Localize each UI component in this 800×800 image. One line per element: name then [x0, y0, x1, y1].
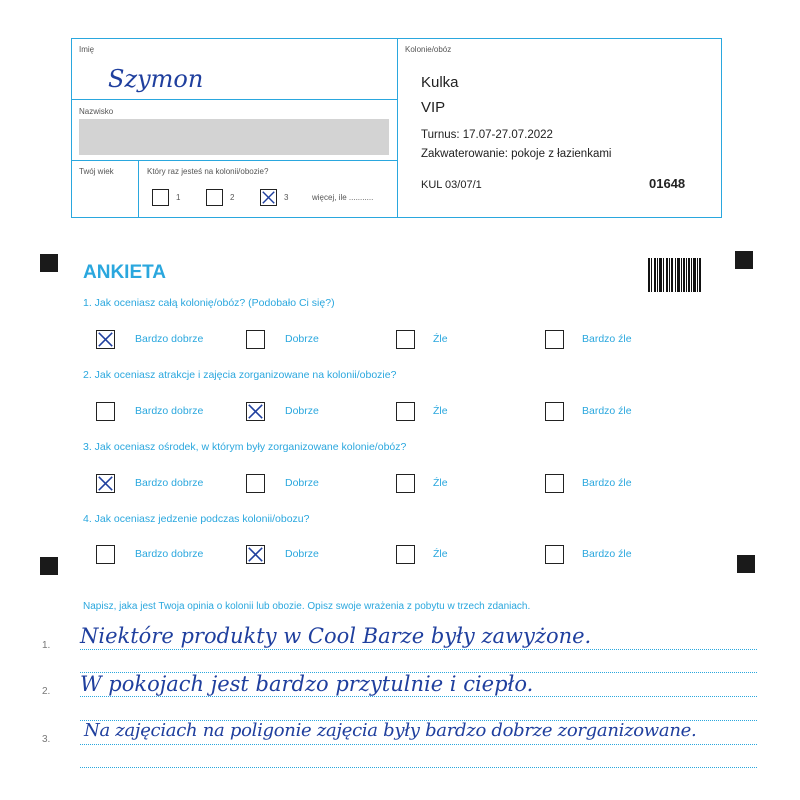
ktory-raz-label: Który raz jesteś na kolonii/obozie? — [147, 167, 269, 176]
header-divider — [397, 39, 398, 217]
header-box — [71, 38, 722, 218]
rating-checkbox[interactable] — [246, 545, 265, 564]
checkbox-visit-3[interactable] — [260, 189, 277, 206]
rating-checkbox[interactable] — [396, 330, 415, 349]
opinion-line-1: Niektóre produkty w Cool Barze były zawyżone. — [80, 624, 592, 648]
visit-option-label: 1 — [176, 193, 181, 202]
row-divider — [72, 99, 397, 100]
check-mark-icon — [261, 190, 276, 205]
survey-title: ANKIETA — [83, 262, 167, 283]
rating-option-label: Źle — [433, 477, 448, 489]
barcode-icon — [648, 258, 702, 292]
rating-checkbox[interactable] — [246, 402, 265, 421]
rating-option-label: Bardzo źle — [582, 477, 632, 489]
rating-checkbox[interactable] — [545, 330, 564, 349]
question-text: 4. Jak oceniasz jedzenie podczas kolonii/obozu? — [83, 513, 310, 525]
rating-option-label: Bardzo dobrze — [135, 477, 204, 489]
rating-checkbox[interactable] — [246, 330, 265, 349]
camp-code: KUL 03/07/1 — [421, 179, 482, 191]
rating-checkbox[interactable] — [246, 474, 265, 493]
line-number: 2. — [42, 686, 51, 697]
redacted-surname — [79, 119, 389, 155]
rating-option-label: Bardzo dobrze — [135, 405, 204, 417]
registration-marker — [735, 251, 753, 269]
rating-option-label: Bardzo dobrze — [135, 548, 204, 560]
rating-option-label: Dobrze — [285, 333, 319, 345]
imie-value: Szymon — [108, 65, 204, 93]
rating-checkbox[interactable] — [96, 474, 115, 493]
rating-option-label: Źle — [433, 405, 448, 417]
line-number: 3. — [42, 734, 51, 745]
rating-option-label: Dobrze — [285, 548, 319, 560]
kolonie-label: Kolonie/obóz — [405, 45, 452, 54]
checkbox-visit-1[interactable] — [152, 189, 169, 206]
question-text: 1. Jak oceniasz całą kolonię/obóz? (Podobało Ci się?) — [83, 297, 335, 309]
rating-option-label: Źle — [433, 333, 448, 345]
check-mark-icon — [247, 546, 264, 563]
check-mark-icon — [247, 403, 264, 420]
rating-option-label: Bardzo źle — [582, 548, 632, 560]
camp-name: Kulka — [421, 74, 459, 91]
line-number: 1. — [42, 640, 51, 651]
writing-line — [80, 696, 757, 697]
rating-option-label: Dobrze — [285, 477, 319, 489]
rating-option-label: Bardzo dobrze — [135, 333, 204, 345]
wiek-label: Twój wiek — [79, 167, 114, 176]
check-mark-icon — [97, 331, 114, 348]
registration-marker — [40, 254, 58, 272]
zakwaterowanie: Zakwaterowanie: pokoje z łazienkami — [421, 148, 612, 160]
wiecej-label: więcej, ile ........... — [312, 193, 374, 202]
opinion-prompt: Napisz, jaka jest Twoja opinia o kolonii lub obozie. Opisz swoje wrażenia z pobytu w trzech zdaniach. — [83, 601, 531, 612]
checkbox-visit-2[interactable] — [206, 189, 223, 206]
row-divider — [72, 160, 397, 161]
rating-option-label: Bardzo źle — [582, 333, 632, 345]
question-text: 3. Jak oceniasz ośrodek, w którym były zorganizowane kolonie/obóz? — [83, 441, 407, 453]
form-number: 01648 — [649, 176, 686, 191]
visit-option-label: 2 — [230, 193, 235, 202]
rating-checkbox[interactable] — [545, 402, 564, 421]
rating-checkbox[interactable] — [396, 402, 415, 421]
rating-checkbox[interactable] — [396, 545, 415, 564]
imie-label: Imię — [79, 45, 95, 54]
rating-checkbox[interactable] — [545, 474, 564, 493]
rating-checkbox[interactable] — [96, 330, 115, 349]
col-divider — [138, 160, 139, 217]
rating-option-label: Dobrze — [285, 405, 319, 417]
opinion-line-2: W pokojach jest bardzo przytulnie i ciepło. — [80, 672, 534, 696]
writing-line — [80, 767, 757, 768]
rating-checkbox[interactable] — [396, 474, 415, 493]
visit-option-label: 3 — [284, 193, 289, 202]
registration-marker — [40, 557, 58, 575]
registration-marker — [737, 555, 755, 573]
nazwisko-label: Nazwisko — [79, 107, 114, 116]
opinion-line-3: Na zajęciach na poligonie zajęcia były bardzo dobrze zorganizowane. — [84, 720, 697, 741]
rating-checkbox[interactable] — [96, 545, 115, 564]
rating-checkbox[interactable] — [545, 545, 564, 564]
rating-option-label: Źle — [433, 548, 448, 560]
turnus: Turnus: 17.07-27.07.2022 — [421, 129, 553, 141]
camp-type: VIP — [421, 99, 446, 116]
writing-line — [80, 649, 757, 650]
check-mark-icon — [97, 475, 114, 492]
question-text: 2. Jak oceniasz atrakcje i zajęcia zorganizowane na kolonii/obozie? — [83, 369, 397, 381]
writing-line — [80, 744, 757, 745]
rating-checkbox[interactable] — [96, 402, 115, 421]
rating-option-label: Bardzo źle — [582, 405, 632, 417]
